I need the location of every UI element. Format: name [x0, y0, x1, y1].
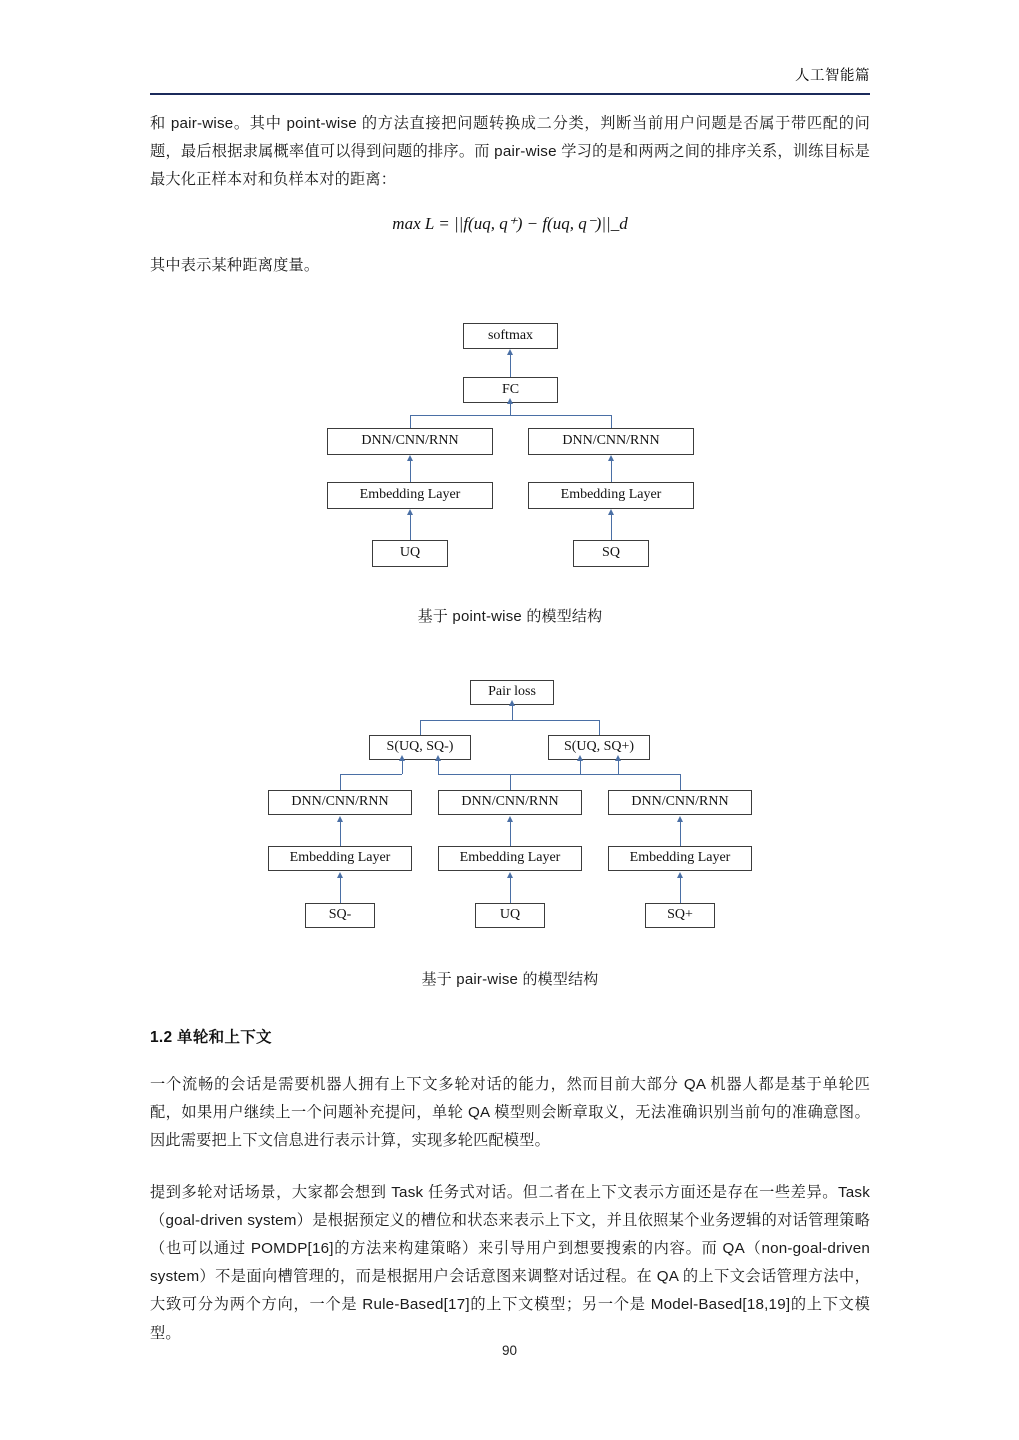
arrow-dnn-join	[410, 415, 611, 416]
arrowhead-emb-right-to-dnn	[608, 455, 614, 461]
arrowhead-dnn-right-to-score	[577, 755, 583, 761]
node-sq: SQ	[573, 540, 649, 567]
arrow-dnn-left-up	[340, 774, 341, 790]
figure1-caption: 基于 point-wise 的模型结构	[417, 607, 603, 625]
arrowhead-sq-pos-to-emb	[677, 872, 683, 878]
arrowhead-join-to-pair-loss	[509, 700, 515, 706]
page-number: 90	[501, 1343, 518, 1358]
arrow-uq-to-emb	[510, 877, 511, 903]
node-dnn-mid: DNN/CNN/RNN	[438, 790, 582, 815]
arrowhead-dnn-left-to-score	[399, 755, 405, 761]
node-dnn-right: DNN/CNN/RNN	[608, 790, 752, 815]
paragraph-1: 和 pair-wise。其中 point-wise 的方法直接把问题转换成二分类，判断当前用户问题是否属于带匹配的问题，最后根据隶属概率值可以得到问题的排序。而 pair-wise 学习的是和两两之间的排序关系，训练目标是最大化正样本对和负样本对的距离：	[150, 115, 870, 189]
arrow-emb-mid-to-dnn	[510, 821, 511, 846]
node-embedding-right: Embedding Layer	[608, 846, 752, 871]
formula-text: max L = ||f(uq, q⁺) − f(uq, q⁻)||_d	[392, 214, 628, 234]
paragraph-2: 其中表示某种距离度量。	[150, 257, 320, 275]
section-heading-1-2: 1.2 单轮和上下文	[150, 1028, 272, 1046]
node-embedding-left: Embedding Layer	[327, 482, 493, 509]
arrow-score-pos-up	[599, 720, 600, 735]
header-divider	[150, 93, 870, 95]
arrow-dnn-left-to-score	[402, 760, 403, 774]
arrow-emb-right-to-dnn	[611, 461, 612, 482]
arrowhead-dnn-mid-to-score-pos	[615, 755, 621, 761]
arrow-dnn-mid-to-score-neg	[438, 760, 439, 774]
figure-point-wise	[150, 305, 870, 595]
arrow-dnn-mid-up	[510, 774, 511, 790]
arrowhead-uq-to-emb	[407, 509, 413, 515]
arrow-dnn-mid-to-score-pos	[618, 760, 619, 774]
formula-pairwise-loss	[150, 214, 870, 234]
node-dnn-left: DNN/CNN/RNN	[327, 428, 493, 455]
arrowhead-join-to-fc	[507, 398, 513, 404]
figure2-caption: 基于 pair-wise 的模型结构	[421, 970, 599, 988]
node-uq: UQ	[475, 903, 545, 928]
arrow-uq-to-emb	[410, 515, 411, 540]
node-pair-loss: Pair loss	[470, 680, 554, 705]
arrow-sq-neg-to-emb	[340, 877, 341, 903]
arrow-dnn-left-join	[340, 774, 402, 775]
arrowhead-emb-right-to-dnn	[677, 816, 683, 822]
arrowhead-sq-to-emb	[608, 509, 614, 515]
paragraph-3: 一个流畅的会话是需要机器人拥有上下文多轮对话的能力，然而目前大部分 QA 机器人都是基于单轮匹配，如果用户继续上一个问题补充提问，单轮 QA 模型则会断章取义，无法准确识别当前句的准确意图。因此需要把上下文信息进行表示计算，实现多轮匹配模型。	[150, 1075, 870, 1149]
arrowhead-uq-to-emb	[507, 872, 513, 878]
node-embedding-left: Embedding Layer	[268, 846, 412, 871]
page-header: 人工智能篇	[795, 68, 870, 84]
arrow-scores-join	[420, 720, 599, 721]
arrowhead-sq-neg-to-emb	[337, 872, 343, 878]
arrow-emb-right-to-dnn	[680, 821, 681, 846]
node-sq-negative: SQ-	[305, 903, 375, 928]
arrow-dnn-right-join	[580, 774, 680, 775]
node-embedding-right: Embedding Layer	[528, 482, 694, 509]
arrow-join-to-fc	[510, 403, 511, 415]
arrow-dnn-right-up	[680, 774, 681, 790]
arrow-sq-to-emb	[611, 515, 612, 540]
node-softmax: softmax	[463, 323, 558, 349]
arrow-join-to-pair-loss	[512, 705, 513, 720]
node-score-negative: S(UQ, SQ-)	[369, 735, 471, 760]
node-sq-positive: SQ+	[645, 903, 715, 928]
node-dnn-right: DNN/CNN/RNN	[528, 428, 694, 455]
arrow-dnn-right-up	[611, 415, 612, 428]
arrow-fc-to-softmax	[510, 355, 511, 377]
node-uq: UQ	[372, 540, 448, 567]
node-dnn-left: DNN/CNN/RNN	[268, 790, 412, 815]
arrow-dnn-right-to-score	[580, 760, 581, 774]
arrow-emb-left-to-dnn	[410, 461, 411, 482]
node-score-positive: S(UQ, SQ+)	[548, 735, 650, 760]
node-fc: FC	[463, 377, 558, 403]
arrow-emb-left-to-dnn	[340, 821, 341, 846]
arrowhead-emb-mid-to-dnn	[507, 816, 513, 822]
arrowhead-emb-left-to-dnn	[337, 816, 343, 822]
arrowhead-dnn-mid-to-score-neg	[435, 755, 441, 761]
arrow-sq-pos-to-emb	[680, 877, 681, 903]
node-embedding-mid: Embedding Layer	[438, 846, 582, 871]
arrowhead-fc-to-softmax	[507, 349, 513, 355]
arrow-score-neg-up	[420, 720, 421, 735]
paragraph-4: 提到多轮对话场景，大家都会想到 Task 任务式对话。但二者在上下文表示方面还是存在一些差异。Task（goal-driven system）是根据预定义的槽位和状态来表示上下文，并且依照某个业务逻辑的对话管理策略（也可以通过 POMDP[16]的方法来构建策略）来引导用户到想要搜索的内容。而 QA（non-goal-driven system）不是面向槽管理的，而是根据用户会话意图来调整对话过程。在 QA 的上下文会话管理方法中，大致可分为两个方向，一个是 Rule-Based[17]的上下文模型；另一个是 Model-Based[18,19]的上下文模型。	[150, 1183, 870, 1342]
arrow-dnn-left-up	[410, 415, 411, 428]
figure-pair-wise	[150, 668, 870, 958]
arrowhead-emb-left-to-dnn	[407, 455, 413, 461]
page-content	[150, 110, 870, 1348]
